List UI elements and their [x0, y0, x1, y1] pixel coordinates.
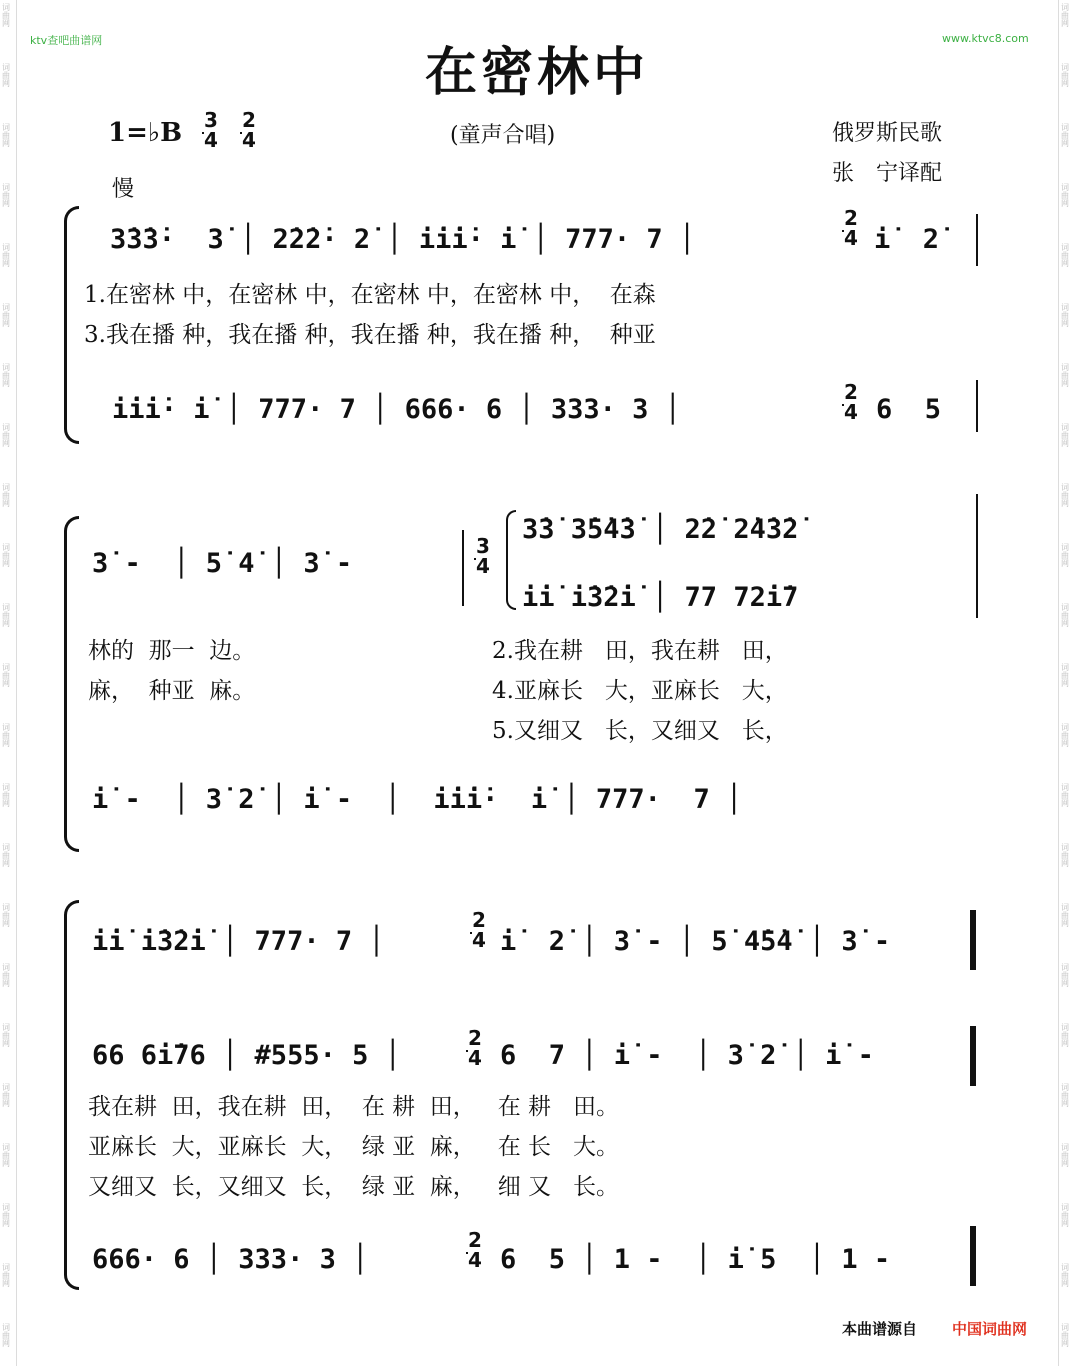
system3-lyric-verse1: 我在耕 田，我在耕 田， 在 耕 田， 在 耕 田。: [88, 1094, 619, 1120]
margin-watermark-glyph: 词曲网: [2, 783, 10, 808]
margin-watermark-glyph: 词曲网: [1061, 183, 1069, 208]
margin-watermark-glyph: 词曲网: [2, 963, 10, 988]
margin-watermark-glyph: 词曲网: [2, 3, 10, 28]
margin-watermark-glyph: 词曲网: [2, 1143, 10, 1168]
margin-watermark-glyph: 词曲网: [1061, 63, 1069, 88]
barline: [976, 380, 978, 432]
system1-lower-end: 6 5: [876, 394, 942, 425]
system1-lower-meter: 2 4: [842, 382, 860, 422]
margin-watermark-glyph: 词曲网: [1061, 543, 1069, 568]
tempo-marking: 慢: [112, 177, 135, 202]
origin-credit: 俄罗斯民歌: [832, 121, 943, 146]
system2-lower-notes: i̇ - │ 3̇ 2̇ │ i̇ - │ i̇i̇i̇· i̇ │ 777· 7 │: [92, 784, 743, 815]
barline: [462, 530, 464, 606]
system3-lower-notes: 666· 6 │ 333· 3 │: [92, 1244, 369, 1275]
margin-watermark-glyph: 词曲网: [1061, 1323, 1069, 1348]
margin-watermark-glyph: 词曲网: [1061, 1263, 1069, 1288]
system2-voice1-notes: 3̇3̇ 3̇5̇4̇3̇ │ 2̇2̇ 2̇4̇3̇2̇: [522, 514, 799, 545]
site-watermark-right[interactable]: www.ktvc8.com: [942, 32, 1029, 45]
margin-watermark-glyph: 词曲网: [1061, 1203, 1069, 1228]
system2-lyric-verse2: 2.我在耕 田，我在耕 田，: [492, 638, 788, 664]
margin-watermark-glyph: 词曲网: [1061, 1143, 1069, 1168]
margin-watermark-glyph: 词曲网: [2, 543, 10, 568]
system2-lyric-line2: 麻， 种亚 麻。: [88, 678, 256, 704]
system3-upper-notes: i̇i̇ i̇3̇2̇i̇ │ 777· 7 │: [92, 926, 385, 957]
margin-watermark-glyph: 词曲网: [2, 663, 10, 688]
system2-meter-change: 3 4: [474, 536, 492, 576]
margin-watermark-glyph: 词曲网: [1061, 903, 1069, 928]
system3-upper-end: i̇ 2̇ │ 3̇ - │ 5̇ 4̇5̇4̇ │ 3̇ -: [500, 926, 891, 957]
arranger-credit: 张 宁译配: [832, 161, 943, 186]
right-margin-strip: [1058, 0, 1074, 1366]
site-watermark-left[interactable]: ktv查吧曲谱网: [30, 34, 103, 47]
barline: [976, 494, 978, 618]
margin-watermark-glyph: 词曲网: [2, 1263, 10, 1288]
final-barline: [970, 910, 976, 970]
system1-lyric-verse1: 1.在密林 中，在密林 中，在密林 中，在密林 中， 在森: [84, 282, 656, 308]
voice-brace: [506, 510, 516, 610]
time-signature-3-4: 3 4: [202, 110, 220, 150]
voicing-note: (童声合唱): [450, 123, 556, 148]
system3-lower-meter: 2 4: [466, 1230, 484, 1270]
margin-watermark-glyph: 词曲网: [2, 363, 10, 388]
margin-watermark-glyph: 词曲网: [1061, 963, 1069, 988]
margin-watermark-glyph: 词曲网: [2, 423, 10, 448]
system-brace: [64, 900, 79, 1290]
margin-watermark-glyph: 词曲网: [2, 1023, 10, 1048]
system1-upper-notes: 3̇3̇3̇· 3̇ │ 2̇2̇2̇· 2̇ │ i̇i̇i̇· i̇ │ 777· 7 │: [110, 224, 696, 255]
margin-watermark-glyph: 词曲网: [1061, 843, 1069, 868]
margin-watermark-glyph: 词曲网: [2, 303, 10, 328]
margin-watermark-glyph: 词曲网: [1061, 603, 1069, 628]
margin-watermark-glyph: 词曲网: [1061, 663, 1069, 688]
system3-lyric-verse2: 亚麻长 大，亚麻长 大， 绿 亚 麻， 在 长 大。: [88, 1134, 619, 1160]
system3-meter-change: 2 4: [470, 910, 488, 950]
final-barline: [970, 1226, 976, 1286]
system3-lyric-verse3: 又细又 长，又细又 长， 绿 亚 麻， 细 又 长。: [88, 1174, 619, 1200]
left-margin-strip: [0, 0, 17, 1366]
margin-watermark-glyph: 词曲网: [1061, 123, 1069, 148]
margin-watermark-glyph: 词曲网: [1061, 303, 1069, 328]
system-brace: [64, 516, 79, 852]
barline: [976, 214, 978, 266]
source-site-link[interactable]: 中国词曲网: [952, 1320, 1028, 1338]
system2-lyric-verse5: 5.又细又 长，又细又 长，: [492, 718, 788, 744]
system3-middle-notes: 66 6i̇76 │ #555· 5 │: [92, 1040, 401, 1071]
system2-lyric-verse4: 4.亚麻长 大，亚麻长 大，: [492, 678, 788, 704]
system3-middle-meter: 2 4: [466, 1028, 484, 1068]
margin-watermark-glyph: 词曲网: [1061, 1083, 1069, 1108]
margin-watermark-glyph: 词曲网: [1061, 783, 1069, 808]
system-brace: [64, 206, 79, 444]
margin-watermark-glyph: 词曲网: [2, 903, 10, 928]
margin-watermark-glyph: 词曲网: [1061, 723, 1069, 748]
margin-watermark-glyph: 词曲网: [1061, 483, 1069, 508]
source-label: 本曲谱源自: [842, 1320, 918, 1338]
key-signature: 1=♭B: [108, 118, 183, 148]
margin-watermark-glyph: 词曲网: [1061, 423, 1069, 448]
margin-watermark-glyph: 词曲网: [1061, 3, 1069, 28]
system3-lower-end: 6 5 │ 1 - │ i̇ 5 │ 1 -: [500, 1244, 891, 1275]
margin-watermark-glyph: 词曲网: [2, 243, 10, 268]
margin-watermark-glyph: 词曲网: [2, 603, 10, 628]
margin-watermark-glyph: 词曲网: [2, 183, 10, 208]
system2-upper-notes: 3̇ - │ 5̇ 4̇ │ 3̇ -: [92, 548, 353, 579]
final-barline: [970, 1026, 976, 1086]
system1-upper-end: i̇ 2̇: [874, 224, 940, 255]
margin-watermark-glyph: 词曲网: [2, 483, 10, 508]
time-signature-2-4: 2 4: [240, 110, 258, 150]
system1-meter-change: 2 4: [842, 208, 860, 248]
system2-voice2-notes: i̇i̇ i̇3̇2̇i̇ │ 77 72̇i̇7: [522, 582, 799, 613]
margin-watermark-glyph: 词曲网: [1061, 243, 1069, 268]
margin-watermark-glyph: 词曲网: [2, 843, 10, 868]
system3-middle-end: 6 7 │ i̇ - │ 3̇ 2̇ │ i̇ -: [500, 1040, 874, 1071]
margin-watermark-glyph: 词曲网: [1061, 1023, 1069, 1048]
margin-watermark-glyph: 词曲网: [2, 1203, 10, 1228]
song-title: 在密林中: [424, 43, 649, 103]
margin-watermark-glyph: 词曲网: [2, 1083, 10, 1108]
margin-watermark-glyph: 词曲网: [2, 1323, 10, 1348]
margin-watermark-glyph: 词曲网: [2, 123, 10, 148]
system2-lyric-line1: 林的 那一 边。: [88, 638, 256, 664]
system1-lyric-verse3: 3.我在播 种，我在播 种，我在播 种，我在播 种， 种亚: [84, 322, 656, 348]
margin-watermark-glyph: 词曲网: [1061, 363, 1069, 388]
margin-watermark-glyph: 词曲网: [2, 723, 10, 748]
system1-lower-notes: i̇i̇i̇· i̇ │ 777· 7 │ 666· 6 │ 333· 3 │: [112, 394, 681, 425]
margin-watermark-glyph: 词曲网: [2, 63, 10, 88]
